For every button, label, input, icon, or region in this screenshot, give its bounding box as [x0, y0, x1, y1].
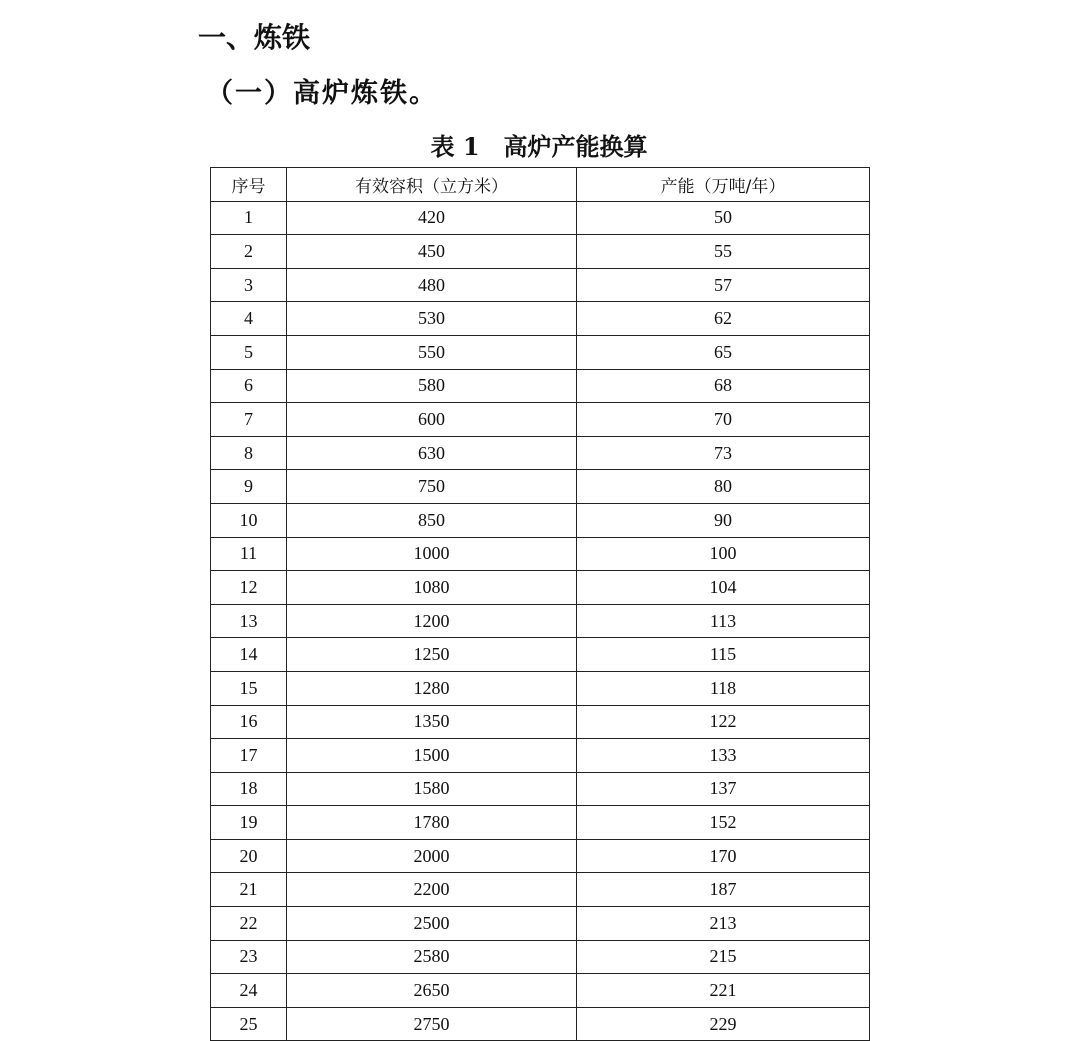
table-body	[211, 201, 870, 1041]
cell-index: 17	[211, 739, 287, 773]
table-row	[211, 268, 870, 302]
cell-index: 23	[211, 940, 287, 974]
cell-capacity: 187	[577, 873, 870, 907]
cell-capacity: 115	[577, 638, 870, 672]
table-row	[211, 806, 870, 840]
cell-capacity: 133	[577, 739, 870, 773]
table-row	[211, 436, 870, 470]
cell-index: 12	[211, 571, 287, 605]
cell-volume: 630	[287, 436, 577, 470]
table-row	[211, 335, 870, 369]
cell-index: 8	[211, 436, 287, 470]
cell-capacity: 55	[577, 235, 870, 269]
cell-index: 16	[211, 705, 287, 739]
table-header-row	[211, 168, 870, 202]
cell-capacity: 50	[577, 201, 870, 235]
cell-index: 13	[211, 604, 287, 638]
cell-volume: 530	[287, 302, 577, 336]
table-row	[211, 772, 870, 806]
cell-index: 25	[211, 1007, 287, 1041]
cell-volume: 1500	[287, 739, 577, 773]
cell-capacity: 221	[577, 974, 870, 1008]
table-row	[211, 235, 870, 269]
table-row	[211, 369, 870, 403]
table-row	[211, 201, 870, 235]
header-capacity: 产能（万吨/年）	[577, 168, 870, 202]
cell-index: 5	[211, 335, 287, 369]
cell-volume: 1280	[287, 671, 577, 705]
cell-index: 19	[211, 806, 287, 840]
cell-volume: 1200	[287, 604, 577, 638]
table-row	[211, 537, 870, 571]
table-row	[211, 907, 870, 941]
cell-capacity: 122	[577, 705, 870, 739]
cell-index: 11	[211, 537, 287, 571]
table-row	[211, 974, 870, 1008]
table-row	[211, 873, 870, 907]
cell-volume: 850	[287, 503, 577, 537]
cell-volume: 550	[287, 335, 577, 369]
cell-capacity: 113	[577, 604, 870, 638]
cell-volume: 1350	[287, 705, 577, 739]
cell-index: 7	[211, 403, 287, 437]
cell-capacity: 137	[577, 772, 870, 806]
cell-capacity: 152	[577, 806, 870, 840]
cell-volume: 450	[287, 235, 577, 269]
cell-volume: 420	[287, 201, 577, 235]
cell-volume: 2500	[287, 907, 577, 941]
cell-index: 9	[211, 470, 287, 504]
table-caption: 表 1 高炉产能换算	[430, 132, 648, 161]
cell-capacity: 213	[577, 907, 870, 941]
cell-capacity: 65	[577, 335, 870, 369]
capacity-conversion-table	[210, 167, 870, 1041]
cell-index: 15	[211, 671, 287, 705]
cell-index: 21	[211, 873, 287, 907]
cell-capacity: 57	[577, 268, 870, 302]
table-row	[211, 671, 870, 705]
cell-capacity: 62	[577, 302, 870, 336]
table-row	[211, 739, 870, 773]
table-row	[211, 839, 870, 873]
table-row	[211, 705, 870, 739]
table-row	[211, 638, 870, 672]
cell-capacity: 70	[577, 403, 870, 437]
cell-capacity: 104	[577, 571, 870, 605]
table-row	[211, 604, 870, 638]
cell-volume: 1580	[287, 772, 577, 806]
cell-volume: 2750	[287, 1007, 577, 1041]
cell-capacity: 215	[577, 940, 870, 974]
subsection-heading: （一）高炉炼铁。	[206, 78, 438, 109]
cell-volume: 1780	[287, 806, 577, 840]
table-row	[211, 470, 870, 504]
table-row	[211, 403, 870, 437]
cell-capacity: 80	[577, 470, 870, 504]
cell-index: 22	[211, 907, 287, 941]
cell-capacity: 229	[577, 1007, 870, 1041]
section-heading: 一、炼铁	[198, 21, 311, 54]
cell-index: 24	[211, 974, 287, 1008]
cell-capacity: 90	[577, 503, 870, 537]
cell-capacity: 68	[577, 369, 870, 403]
cell-volume: 1080	[287, 571, 577, 605]
cell-volume: 600	[287, 403, 577, 437]
cell-volume: 580	[287, 369, 577, 403]
cell-index: 1	[211, 201, 287, 235]
cell-volume: 2580	[287, 940, 577, 974]
cell-index: 14	[211, 638, 287, 672]
cell-volume: 480	[287, 268, 577, 302]
cell-index: 20	[211, 839, 287, 873]
cell-index: 3	[211, 268, 287, 302]
cell-index: 18	[211, 772, 287, 806]
cell-volume: 750	[287, 470, 577, 504]
cell-index: 2	[211, 235, 287, 269]
cell-index: 10	[211, 503, 287, 537]
table-row	[211, 503, 870, 537]
cell-volume: 1000	[287, 537, 577, 571]
cell-capacity: 170	[577, 839, 870, 873]
table-row	[211, 1007, 870, 1041]
header-index: 序号	[211, 168, 287, 202]
table-row	[211, 571, 870, 605]
cell-index: 6	[211, 369, 287, 403]
table-row	[211, 302, 870, 336]
cell-volume: 1250	[287, 638, 577, 672]
header-volume: 有效容积（立方米）	[287, 168, 577, 202]
cell-volume: 2000	[287, 839, 577, 873]
cell-volume: 2200	[287, 873, 577, 907]
capacity-table-container	[210, 167, 869, 1041]
cell-capacity: 118	[577, 671, 870, 705]
cell-capacity: 100	[577, 537, 870, 571]
cell-volume: 2650	[287, 974, 577, 1008]
cell-index: 4	[211, 302, 287, 336]
cell-capacity: 73	[577, 436, 870, 470]
table-row	[211, 940, 870, 974]
